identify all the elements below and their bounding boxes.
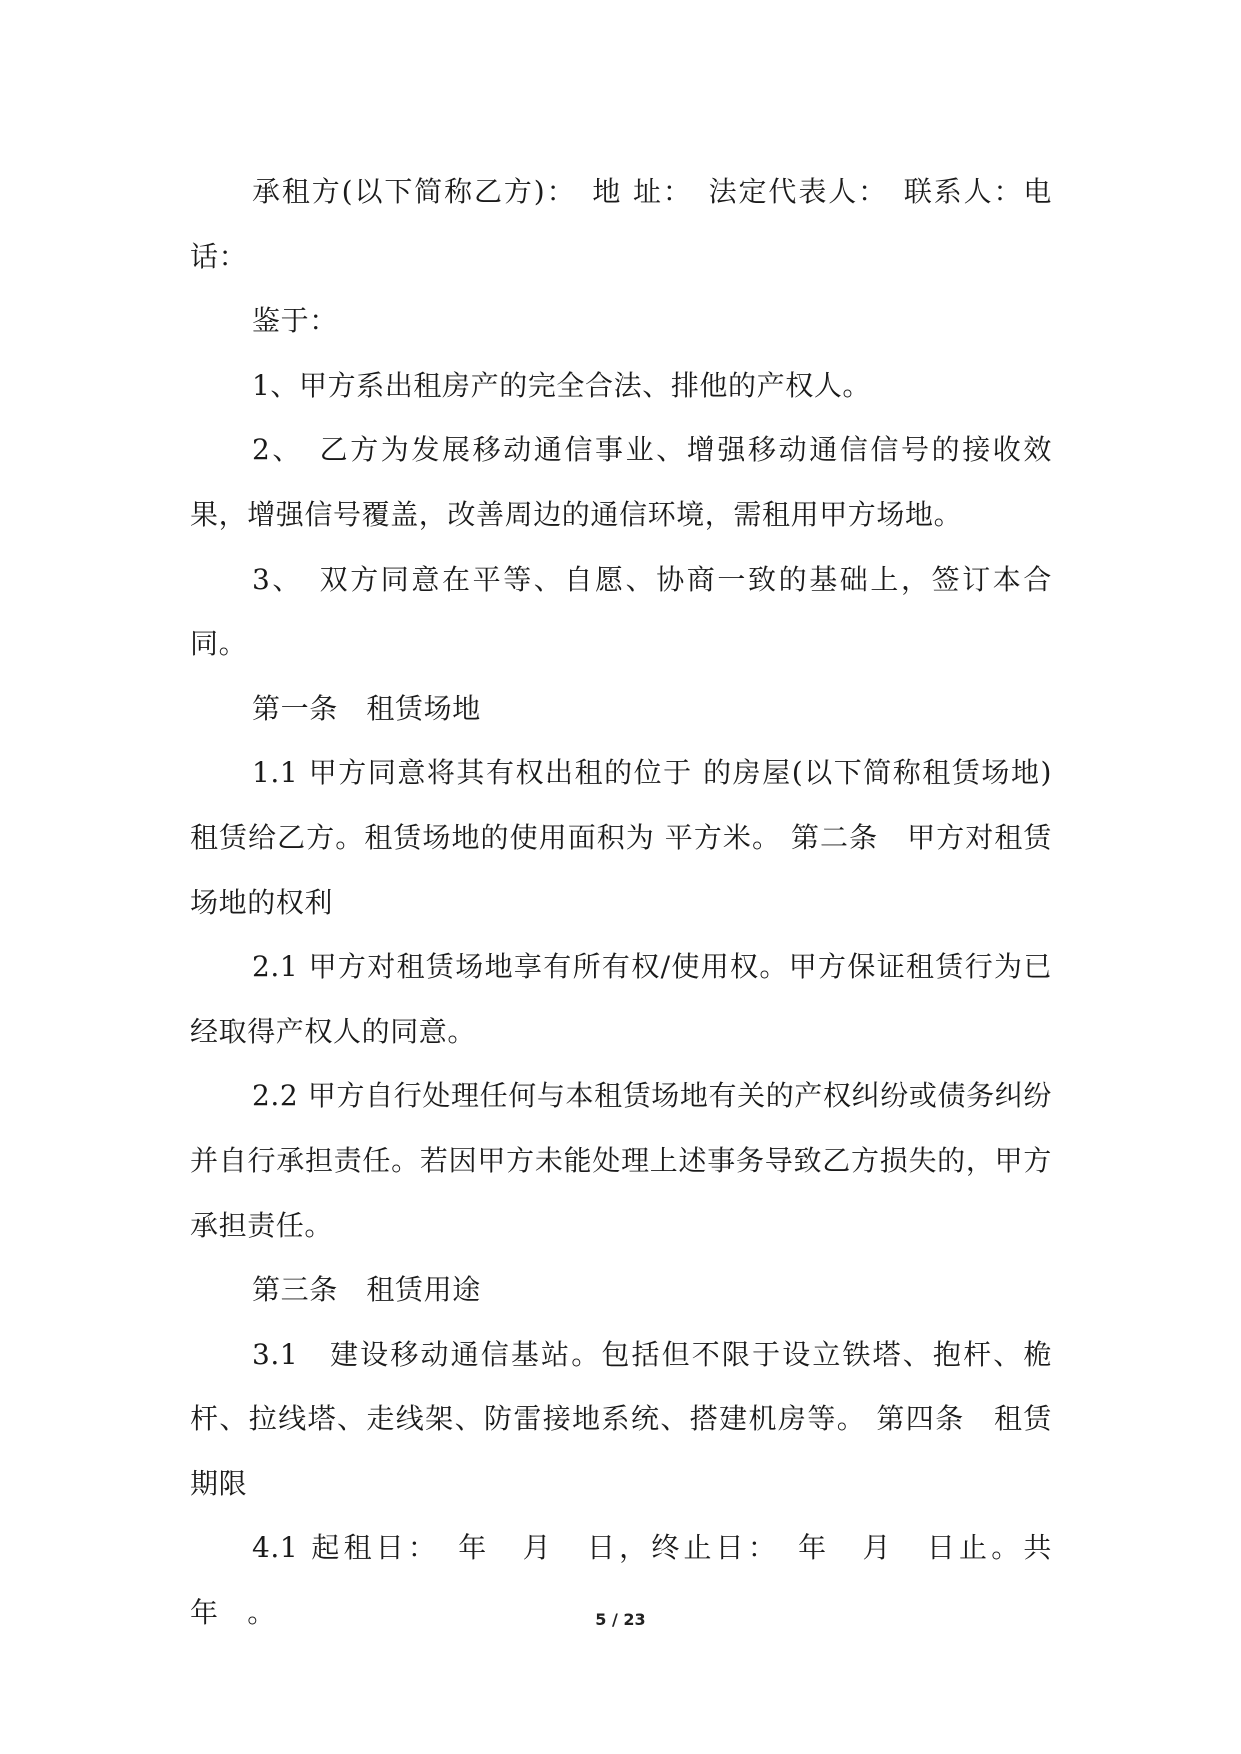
- paragraph-recital-3: 3、 双方同意在平等、自愿、协商一致的基础上，签订本合同。: [190, 562, 1052, 661]
- clause-3-1: 3.1 建设移动通信基站。包括但不限于设立铁塔、抱杆、桅杆、拉线塔、走线架、防雷接地系统、搭建机房等。 第四条 租赁期限: [190, 1337, 1052, 1500]
- paragraph-whereas: 鉴于：: [252, 304, 338, 338]
- article-3-heading: 第三条 租赁用途: [252, 1273, 481, 1307]
- clause-1-1: 1.1 甲方同意将其有权出租的位于 的房屋(以下简称租赁场地)租赁给乙方。租赁场地的使用面积为 平方米。 第二条 甲方对租赁场地的权利: [190, 756, 1052, 919]
- document-body: [190, 160, 1081, 1646]
- clause-2-1: 2.1 甲方对租赁场地享有所有权/使用权。甲方保证租赁行为已经取得产权人的同意。: [190, 950, 1052, 1048]
- article-1-heading: 第一条 租赁场地: [252, 691, 481, 725]
- clause-4-1: 4.1 起租日： 年 月 日，终止日： 年 月 日止。共 年 。: [190, 1531, 1081, 1630]
- paragraph-lessee-info: 承租方(以下简称乙方)： 地 址： 法定代表人： 联系人：电话：: [190, 175, 1052, 273]
- paragraph-recital-1: 1、甲方系出租房产的完全合法、排他的产权人。: [252, 368, 872, 402]
- clause-2-2: 2.2 甲方自行处理任何与本租赁场地有关的产权纠纷或债务纠纷并自行承担责任。若因甲方未能处理上述事务导致乙方损失的，甲方承担责任。: [190, 1079, 1052, 1242]
- paragraph-recital-2: 2、 乙方为发展移动通信事业、增强移动通信信号的接收效果，增强信号覆盖，改善周边的通信环境，需租用甲方场地。: [190, 433, 1052, 531]
- page-number: 5 / 23: [595, 1610, 646, 1629]
